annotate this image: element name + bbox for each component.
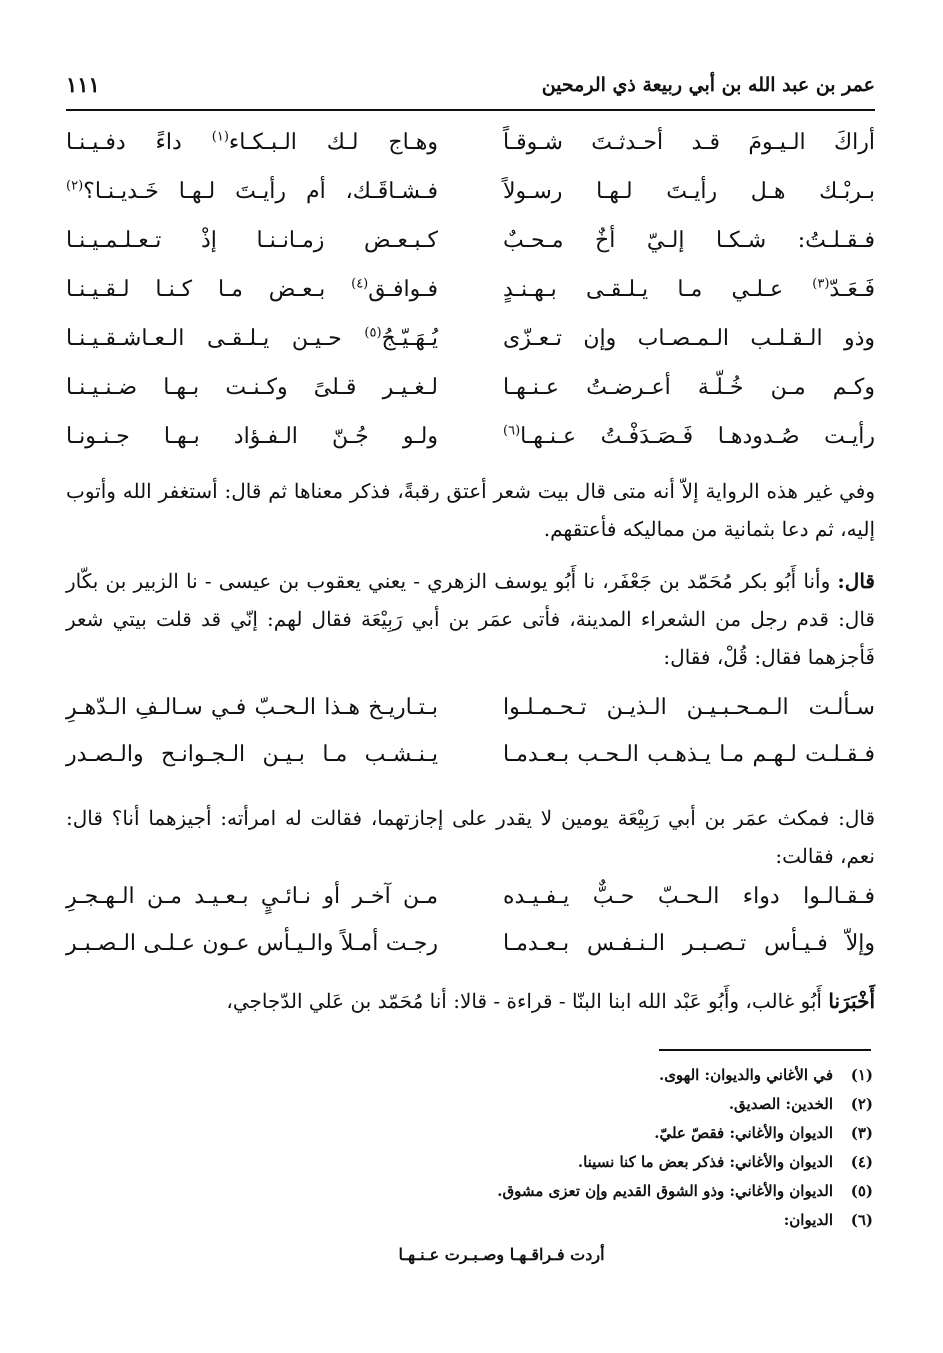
- footnote-number: (٤): [850, 1152, 873, 1171]
- verse: [66, 742, 875, 789]
- second-hemistich: يـنـشـب مـا بـيـن الـجـوانـح والـصـدر: [66, 742, 438, 767]
- first-hemistich: بـربْـك هـل رأيـتَ لـهـا رسـولاً: [503, 179, 875, 204]
- paragraph-1: [66, 472, 875, 548]
- verse: [66, 375, 875, 424]
- footnote-marker: (٦): [503, 423, 521, 439]
- page-header: [66, 72, 875, 106]
- paragraph-lead: أَخْبَرَنا: [828, 989, 875, 1013]
- second-hemistich: فـوافـق$^{(٤)}$ بـعـض مـا كـنـا لـقـيـنـا: [66, 276, 438, 302]
- footnote-marker: (٣): [812, 276, 830, 292]
- second-hemistich: مـن آخـر أو نـائـيٍ بـعـيـد مـن الـهـجـرِ: [66, 884, 438, 909]
- paragraph-text: قال: فمكث عمَر بن أبي رَبِيْعَة يومين لا يقدر على إجازتهما، فقالت له امرأته: أجيزهما أنا؟ قال: نعم، فقالت:: [66, 806, 875, 868]
- poem-1: [66, 130, 875, 473]
- verse: [66, 228, 875, 277]
- verse: [66, 695, 875, 742]
- footnote: [66, 1118, 873, 1147]
- paragraph-text: وفي غير هذه الرواية إلاّ أنه متى قال بيت شعر أعتق رقبةً، فذكر معناها ثم قال: أستغفر الله وأتوب إليه، ثم دعا بثمانية من مماليكه فأعتقهم.: [66, 479, 875, 541]
- second-hemistich: رجـت أمـلاً والـيـأس عـون عـلـى الـصـبـر: [66, 931, 438, 956]
- first-hemistich: وإلاّ فـيـأس تـصـبـر الـنـفـس بـعـدمـا: [503, 931, 875, 956]
- footnote: [66, 1147, 873, 1176]
- footnote-text: الديوان:: [783, 1210, 833, 1229]
- footnote-marker: (٤): [351, 276, 369, 292]
- first-hemistich: سـألـت الـمـحـبـيـن الـذيـن تـحـمـلـوا: [503, 695, 875, 720]
- verse: [66, 130, 875, 179]
- footnote: [66, 1205, 873, 1234]
- footnote-marker: (١): [211, 129, 229, 145]
- first-hemistich: فَـعَـدّ$^{(٣)}$ عـلـي مـا يـلـقـى بـهـنـدٍ: [503, 276, 875, 302]
- paragraph-4: [66, 982, 875, 1020]
- footnotes: [66, 1060, 873, 1234]
- verse: [66, 884, 875, 931]
- paragraph-text: قال: وأنا أَبُو بكر مُحَمّد بن جَعْفَر، نا أَبُو يوسف الزهري - يعني يعقوب بن عيسى - نا الزبير بن بكّار قال: قدم رجل من الشعراء المدينة، فأتى عمَر بن أبي رَبِيْعَة فقال لهم: إنّي قد قلت بيتي شعر فَأجزهما فقال: قُلْ، فقال:: [66, 569, 875, 669]
- verse: [66, 277, 875, 326]
- first-hemistich: فـقـلـتُ: شـكـا إلـيّ أخٌ مـحـبٌ: [503, 228, 875, 253]
- footnote-number: (٥): [850, 1181, 873, 1200]
- footnote-number: (٣): [850, 1123, 873, 1142]
- footnote-text: الديوان والأغاني: وذو الشوق القديم وإن تعزى مشوق.: [497, 1181, 833, 1200]
- first-hemistich: فـقـالـوا دواء الـحـبّ حـبٌّ يـفـيـده: [503, 884, 875, 909]
- verse: [66, 931, 875, 978]
- verse: [66, 326, 875, 375]
- footnote-text: الخدين: الصديق.: [728, 1094, 833, 1113]
- footnote-text: الديوان والأغاني: فذكر بعض ما كنا نسينا.: [577, 1152, 833, 1171]
- footnote-text: في الأغاني والديوان: الهوى.: [658, 1065, 833, 1084]
- footnote-verse: أردت فـراقـهـا وصـبـرت عـنـهـا: [398, 1245, 605, 1264]
- paragraph-3: [66, 799, 875, 875]
- running-title: عمر بن عبد الله بن أبي ربيعة ذي الرمحين: [541, 74, 875, 96]
- page-number: ١١١: [66, 72, 100, 97]
- first-hemistich: فـقـلـت لـهـم مـا يـذهـب الـحـب بـعـدمـا: [503, 742, 875, 767]
- second-hemistich: كـبـعـض زمـانـنـا إذْ تـعـلـمـيـنـا: [66, 228, 438, 253]
- poem-3: [66, 884, 875, 978]
- second-hemistich: بـتـاريـخ هـذا الـحـبّ فـي سـالـفِ الـدّهـرِ: [66, 695, 438, 720]
- footnote: [66, 1089, 873, 1118]
- first-hemistich: رأيـت صُـدودهـا فَـصَـدَفْـتُ عـنـهـا$^{(٦)}$: [503, 423, 875, 449]
- header-rule: [66, 109, 875, 111]
- second-hemistich: لـغـيـر قـلىً وكـنـت بـهـا ضـنـيـنـا: [66, 375, 438, 400]
- second-hemistich: ولـو جُـنّ الـفـؤاد بـهـا جـنـونـا: [66, 424, 438, 449]
- paragraph-lead: قال:: [837, 569, 875, 593]
- footnote-number: (٢): [850, 1094, 873, 1113]
- first-hemistich: أراكَ الـيـومَ قـد أحـدثـتَ شـوقـاً: [503, 130, 875, 155]
- footnote-rule: [659, 1049, 871, 1051]
- first-hemistich: وذو الـقـلـب الـمـصـاب وإن تـعـزّى: [503, 326, 875, 351]
- footnote-marker: (٥): [364, 325, 382, 341]
- paragraph-2: [66, 562, 875, 676]
- footnote-number: (١): [850, 1065, 873, 1084]
- first-hemistich: وكـم مـن خُـلّـة أعـرضـتُ عـنـهـا: [503, 375, 875, 400]
- footnote-marker: (٢): [66, 178, 84, 194]
- poem-2: [66, 695, 875, 789]
- second-hemistich: يُـهَـيّـجُ$^{(٥)}$ حـيـن يـلـقـى الـعـاشـقـيـنـا: [66, 325, 438, 351]
- footnote-number: (٦): [850, 1210, 873, 1229]
- verse: [66, 179, 875, 228]
- second-hemistich: فـشـاقَـك، أم رأيـتَ لـهـا خَـديـنـا؟$^{(٢)}$: [66, 178, 438, 204]
- footnote: [66, 1176, 873, 1205]
- paragraph-text: أَخْبَرَنا أَبُو غالب، وأَبُو عَبْد الله ابنا البنّا - قراءة - قالا: أنا مُحَمّد بن عَلي الدّجاجي،: [226, 989, 875, 1013]
- verse: [66, 424, 875, 473]
- footnote-text: الديوان والأغاني: فقصّ عليّ.: [654, 1123, 833, 1142]
- footnote: [66, 1060, 873, 1089]
- second-hemistich: وهـاج لـك الـبـكـاء$^{(١)}$ داءً دفـيـنـا: [66, 129, 438, 155]
